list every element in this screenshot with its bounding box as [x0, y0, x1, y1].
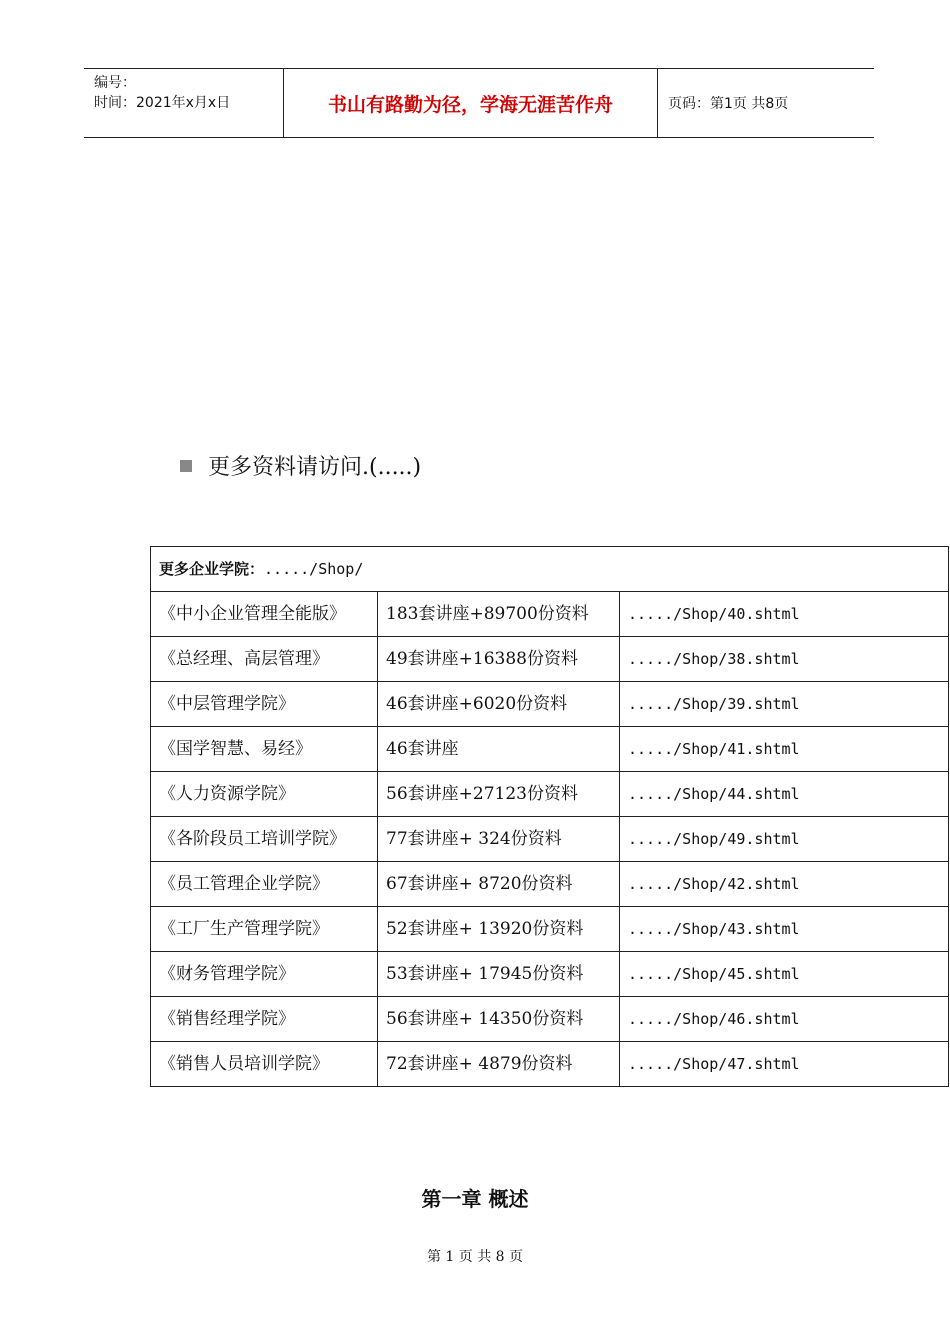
- header-page-info: 页码：第1页 共8页: [668, 96, 789, 112]
- table-header-cell: [151, 547, 949, 592]
- table-row: [151, 637, 949, 682]
- table-header-url[interactable]: ...../Shop/: [264, 560, 364, 578]
- table-row: [151, 997, 949, 1042]
- course-name-cell: 《财务管理学院》: [151, 952, 378, 997]
- course-name-cell: 《总经理、高层管理》: [151, 637, 378, 682]
- course-url-cell[interactable]: ...../Shop/40.shtml: [620, 592, 949, 637]
- course-name-cell: 《员工管理企业学院》: [151, 862, 378, 907]
- table-row: [151, 952, 949, 997]
- course-url-cell[interactable]: ...../Shop/39.shtml: [620, 682, 949, 727]
- course-url-cell[interactable]: ...../Shop/38.shtml: [620, 637, 949, 682]
- table-row: [151, 1042, 949, 1087]
- course-name-cell: 《人力资源学院》: [151, 772, 378, 817]
- course-content-cell: 53套讲座+ 17945份资料: [378, 952, 620, 997]
- square-bullet-icon: [180, 460, 192, 472]
- course-content-cell: 46套讲座+6020份资料: [378, 682, 620, 727]
- table-row: [151, 682, 949, 727]
- course-name-cell: 《工厂生产管理学院》: [151, 907, 378, 952]
- course-content-cell: 52套讲座+ 13920份资料: [378, 907, 620, 952]
- course-content-cell: 183套讲座+89700份资料: [378, 592, 620, 637]
- course-content-cell: 49套讲座+16388份资料: [378, 637, 620, 682]
- course-url-cell[interactable]: ...../Shop/41.shtml: [620, 727, 949, 772]
- course-content-cell: 56套讲座+ 14350份资料: [378, 997, 620, 1042]
- more-resources-link[interactable]: 更多资料请访问.(.....): [208, 455, 422, 480]
- course-url-cell[interactable]: ...../Shop/45.shtml: [620, 952, 949, 997]
- course-url-cell[interactable]: ...../Shop/43.shtml: [620, 907, 949, 952]
- table-row: [151, 907, 949, 952]
- table-row: [151, 772, 949, 817]
- course-content-cell: 77套讲座+ 324份资料: [378, 817, 620, 862]
- course-content-cell: 56套讲座+27123份资料: [378, 772, 620, 817]
- course-content-cell: 46套讲座: [378, 727, 620, 772]
- time-label: 时间：2021年x月x日: [94, 95, 231, 111]
- header-meta: [84, 69, 284, 137]
- table-row: [151, 727, 949, 772]
- header-motto: 书山有路勤为径，学海无涯苦作舟: [284, 69, 658, 137]
- table-header-row: [151, 547, 949, 592]
- course-name-cell: 《中小企业管理全能版》: [151, 592, 378, 637]
- table-header-label: 更多企业学院：: [159, 560, 265, 578]
- page-header: [84, 68, 874, 138]
- course-name-cell: 《国学智慧、易经》: [151, 727, 378, 772]
- course-url-cell[interactable]: ...../Shop/47.shtml: [620, 1042, 949, 1087]
- course-url-cell[interactable]: ...../Shop/42.shtml: [620, 862, 949, 907]
- course-url-cell[interactable]: ...../Shop/46.shtml: [620, 997, 949, 1042]
- table-row: [151, 817, 949, 862]
- course-content-cell: 67套讲座+ 8720份资料: [378, 862, 620, 907]
- code-label: 编号：: [94, 75, 136, 91]
- course-url-cell[interactable]: ...../Shop/44.shtml: [620, 772, 949, 817]
- more-resources-line: [180, 450, 421, 481]
- course-name-cell: 《销售人员培训学院》: [151, 1042, 378, 1087]
- course-url-cell[interactable]: ...../Shop/49.shtml: [620, 817, 949, 862]
- course-name-cell: 《销售经理学院》: [151, 997, 378, 1042]
- catalog-table: [150, 546, 949, 1087]
- course-name-cell: 《中层管理学院》: [151, 682, 378, 727]
- chapter-title: 第一章 概述: [421, 1187, 529, 1211]
- course-name-cell: 《各阶段员工培训学院》: [151, 817, 378, 862]
- table-row: [151, 862, 949, 907]
- page-footer: 第 1 页 共 8 页: [426, 1249, 524, 1265]
- course-content-cell: 72套讲座+ 4879份资料: [378, 1042, 620, 1087]
- table-row: [151, 592, 949, 637]
